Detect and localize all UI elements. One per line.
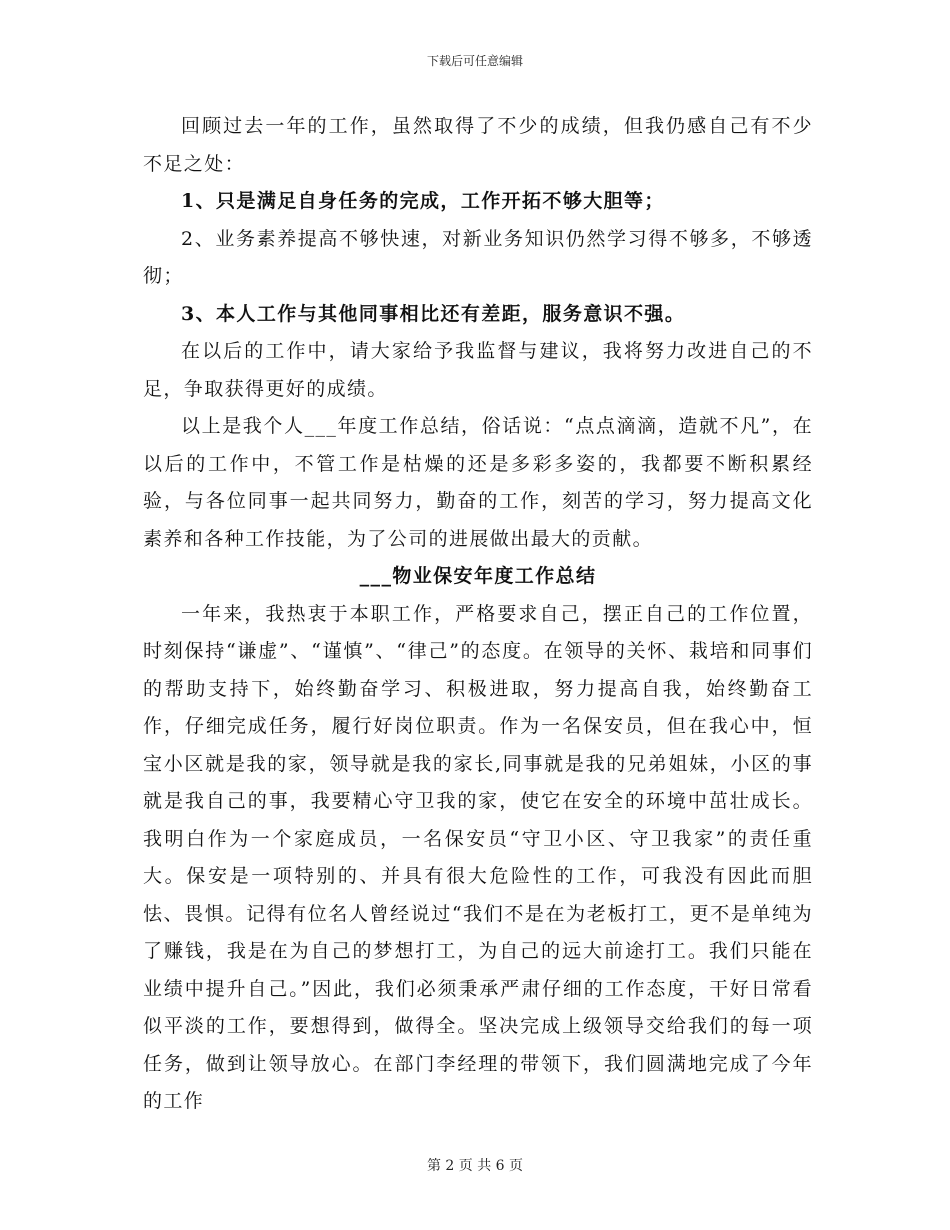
paragraph-shortcoming-1: 1、只是满足自身任务的完成，工作开拓不够大胆等； bbox=[181, 190, 665, 212]
page-header: 下载后可任意编辑 bbox=[426, 54, 523, 68]
paragraph-future-work: 在以后的工作中，请大家给予我监督与建议，我将努力改进自己的不足，争取获得更好的成绩。 bbox=[143, 340, 813, 400]
page-footer: 第 2 页 共 6 页 bbox=[426, 1158, 524, 1174]
paragraph-shortcoming-3: 3、本人工作与其他同事相比还有差距，服务意识不强。 bbox=[181, 302, 686, 325]
paragraph-conclusion: 以上是我个人___年度工作总结，俗话说：“点点滴滴，造就不凡”，在以后的工作中，不管工作是枯燥的还是多彩多姿的，我都要不断积累经验，与各位同事一起共同努力，勤奋的工作，刻苦的学习，努力提高文化素养和各种工作技能，为了公司的进展做出最大的贡献。 bbox=[143, 415, 813, 550]
paragraph-security-summary: 一年来，我热衷于本职工作，严格要求自己，摆正自己的工作位置，时刻保持“谦虚”、“谨慎”、“律己”的态度。在领导的关怀、栽培和同事们的帮助支持下，始终勤奋学习、积极进取，努力提高自我，始终勤奋工作，仔细完成任务，履行好岗位职责。作为一名保安员，但在我心中，恒宝小区就是我的家，领导就是我的家长,同事就是我的兄弟姐妹，小区的事就是我自己的事，我要精心守卫我的家，使它在安全的环境中茁壮成长。我明白作为一个家庭成员，一名保安员“守卫小区、守卫我家”的责任重大。保安是一项特别的、并具有很大危险性的工作，可我没有因此而胆怯、畏惧。记得有位名人曾经说过“我们不是在为老板打工，更不是单纯为了赚钱，我是在为自己的梦想打工，为自己的远大前途打工。我们只能在业绩中提升自己。”因此，我们必须秉承严肃仔细的工作态度，干好日常看似平淡的工作，要想得到，做得全。坚决完成上级领导交给我们的每一项任务，做到让领导放心。在部门李经理的带领下，我们圆满地完成了今年的工作 bbox=[143, 602, 813, 1112]
document-body bbox=[143, 108, 813, 1121]
paragraph-review: 回顾过去一年的工作，虽然取得了不少的成绩，但我仍感自己有不少不足之处： bbox=[143, 115, 813, 175]
paragraph-shortcoming-2: 2、业务素养提高不够快速，对新业务知识仍然学习得不够多，不够透彻； bbox=[143, 227, 813, 287]
section-title: ___物业保安年度工作总结 bbox=[359, 565, 597, 587]
